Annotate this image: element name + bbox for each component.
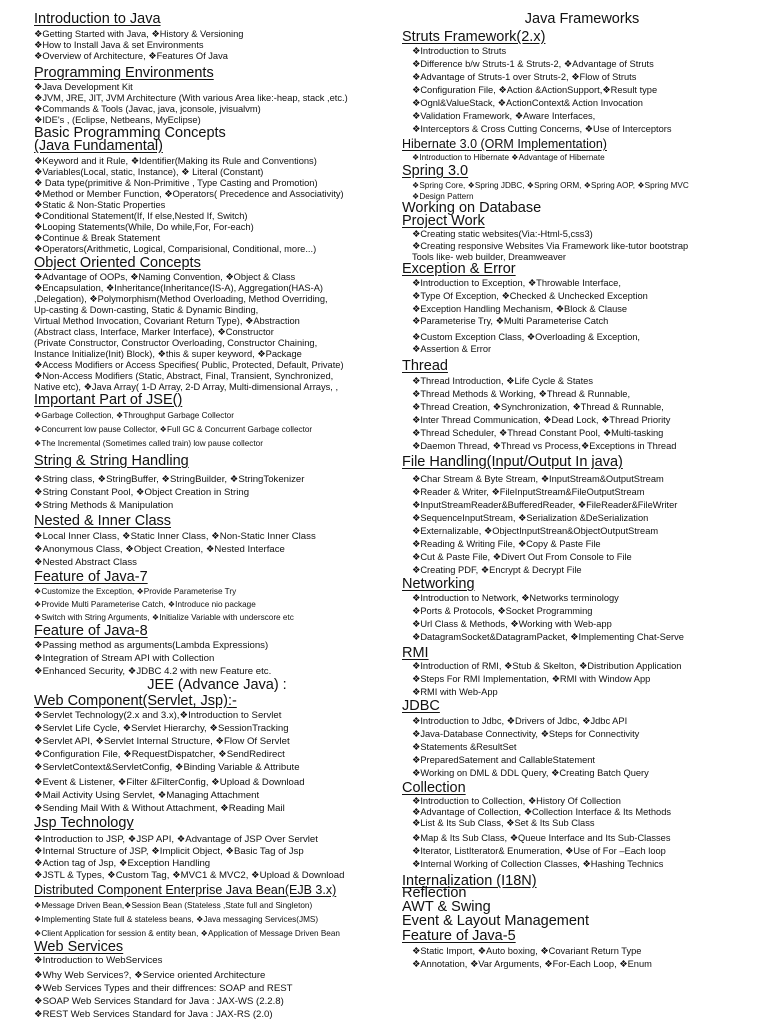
topic-line: ❖Internal Structure of JSP, ❖Implicit Object, ❖Basic Tag of Jsp (34, 846, 304, 857)
topic-line: ❖Provide Multi Parameterise Catch, ❖Introduce nio package (34, 600, 256, 609)
topic-line: ❖Url Class & Methods, ❖Working with Web-app (412, 619, 612, 629)
topic-line: ❖Nested Abstract Class (34, 557, 137, 568)
section-heading: Hibernate 3.0 (ORM Implementation) (402, 137, 607, 151)
topic-line: ❖Introduction to Collection, ❖History Of Collection (412, 796, 621, 806)
topic-line: ❖Variables(Local, static, Instance), ❖ Literal (Constant) (34, 167, 264, 177)
topic-line: ❖Interceptors & Cross Cutting Concerns, ❖Use of Interceptors (412, 124, 672, 134)
topic-line: ❖Client Application for session & entity bean, ❖Application of Message Driven Bean (34, 929, 340, 938)
topic-line: ❖Advantage of Struts-1 over Struts-2, ❖Flow of Struts (412, 72, 637, 82)
topic-line: ❖Parameterise Try, ❖Multi Parameterise Catch (412, 316, 609, 326)
topic-line: ❖Ognl&ValueStack, ❖ActionContext& Action Invocation (412, 98, 643, 108)
topic-line: ❖Inter Thread Communication, ❖Dead Lock, ❖Thread Priority (412, 415, 671, 425)
topic-line: ❖Anonymous Class, ❖Object Creation, ❖Nested Interface (34, 544, 285, 555)
topic-line: ❖Advantage of Collection, ❖Collection Interface & Its Methods (412, 807, 672, 817)
topic-line: ❖Why Web Services?, ❖Service oriented Architecture (34, 970, 266, 981)
topic-line: ❖Creating responsive Websites Via Framework like-tutor bootstrap (412, 241, 689, 251)
topic-line: ❖Conditional Statement(If, If else,Nested If, Switch) (34, 211, 248, 221)
topic-line: ❖Exception Handling Mechanism, ❖Block & Clause (412, 304, 628, 314)
topic-line: ❖Char Stream & Byte Stream, ❖InputStream&OutputStream (412, 474, 664, 484)
topic-line: ❖RMI with Web-App (412, 687, 498, 697)
section-heading: Object Oriented Concepts (34, 255, 201, 271)
topic-line: ❖Continue & Break Statement (34, 233, 161, 243)
section-heading: Basic Programming Concepts (34, 125, 226, 141)
section-heading: Struts Framework(2.x) (402, 29, 546, 45)
section-heading: File Handling(Input/Output In java) (402, 454, 623, 470)
topic-line: ❖Looping Statements(While, Do while,For, For-each) (34, 222, 254, 232)
section-heading: Web Services (34, 939, 124, 955)
topic-line: ❖Switch with String Arguments, ❖Initialize Variable with underscore etc (34, 613, 294, 622)
topic-line: ❖Static Import, ❖Auto boxing, ❖Covariant Return Type (412, 946, 642, 956)
topic-line: ❖Thread Creation, ❖Synchronization, ❖Thread & Runnable, (412, 402, 664, 412)
topic-line: ❖List & Its Sub Class, ❖Set & Its Sub Class (412, 818, 595, 828)
section-heading: Collection (402, 780, 466, 796)
topic-line: ❖Java-Database Connectivity, ❖Steps for Connectivity (412, 729, 640, 739)
topic-line: ❖Type Of Exception, ❖Checked & Unchecked Exception (412, 291, 648, 301)
topic-line: ❖Introduction to WebServices (34, 955, 163, 966)
topic-line: ❖Getting Started with Java, ❖History & Versioning (34, 29, 244, 39)
section-heading: Reflection (402, 885, 467, 901)
topic-line: ❖Thread Scheduler, ❖Thread Constant Pool, ❖Multi-tasking (412, 428, 664, 438)
topic-line: ❖Thread Methods & Working, ❖Thread & Runnable, (412, 389, 631, 399)
topic-line: ❖Statements &ResultSet (412, 742, 517, 752)
topic-line: ❖Message Driven Bean,❖Session Bean (Stateless ,State full and Singleton) (34, 901, 313, 910)
topic-line: ❖Enhanced Security, ❖JDBC 4.2 with new Feature etc. (34, 666, 272, 677)
topic-line: ❖JSTL & Types, ❖Custom Tag, ❖MVC1 & MVC2, ❖Upload & Download (34, 870, 345, 881)
topic-line: ,Delegation), ❖Polymorphism(Method Overloading, Method Overriding, (34, 294, 328, 304)
topic-line: ❖Ports & Protocols, ❖Socket Programming (412, 606, 593, 616)
topic-line: ❖Encapsulation, ❖Inheritance(Inheritance(IS-A), Aggregation(HAS-A) (34, 283, 324, 293)
topic-line: ❖Steps For RMI Implementation, ❖RMI with Window App (412, 674, 651, 684)
topic-line: ❖String Methods & Manipulation (34, 500, 174, 511)
topic-line: ❖ Data type(primitive & Non-Primitive , Type Casting and Promotion) (34, 178, 318, 188)
topic-line: ❖Cut & Paste File, ❖Divert Out From Console to File (412, 552, 632, 562)
topic-line: ❖Design Pattern (412, 192, 474, 201)
topic-line: ❖The Incremental (Sometimes called train) low pause collector (34, 439, 263, 448)
section-heading: Working on Database (402, 200, 542, 216)
topic-line: ❖Web Services Types and their diffrences: SOAP and REST (34, 983, 293, 994)
topic-line: ❖Mail Activity Using Servlet, ❖Managing Attachment (34, 790, 260, 801)
section-heading: Important Part of JSE() (34, 392, 183, 408)
topic-line: ❖Method or Member Function, ❖Operators( Precedence and Associativity) (34, 189, 344, 199)
section-heading: String & String Handling (34, 453, 189, 469)
topic-line: ❖Introduction to Struts (412, 46, 507, 56)
topic-line: ❖Non-Access Modifiers (Static, Abstract, Final, Transient, Synchronized, (34, 371, 334, 381)
section-heading: Project Work (402, 213, 485, 229)
topic-line: Up-casting & Down-casting, Static & Dynamic Binding, (34, 305, 259, 315)
topic-line: ❖Annotation, ❖Var Arguments, ❖For-Each Loop, ❖Enum (412, 959, 652, 969)
topic-line: ❖Introduction to Network, ❖Networks terminology (412, 593, 619, 603)
topic-line: ❖Concurrent low pause Collector, ❖Full GC & Concurrent Garbage collector (34, 425, 313, 434)
topic-line: ❖Assertion & Error (412, 344, 492, 354)
section-heading: Internalization (I18N) (402, 873, 537, 889)
topic-line: ❖Event & Listener, ❖Filter &FilterConfig, ❖Upload & Download (34, 777, 305, 788)
topic-line: ❖Servlet Technology(2.x and 3.x),❖Introduction to Servlet (34, 710, 282, 721)
topic-line: ❖ServletContext&ServletConfig, ❖Binding Variable & Attribute (34, 762, 300, 773)
section-heading: (Java Fundamental) (34, 138, 163, 154)
topic-line: (Private Constructor, Constructor Overloading, Constructor Chaining, (34, 338, 318, 348)
topic-line: ❖Difference b/w Struts-1 & Struts-2, ❖Advantage of Struts (412, 59, 654, 69)
topic-line: ❖Java Development Kit (34, 82, 133, 92)
topic-line: ❖DatagramSocket&DatagramPacket, ❖Implementing Chat-Serve (412, 632, 684, 642)
topic-line: ❖Keyword and it Rule, ❖Identifier(Making its Rule and Conventions) (34, 156, 317, 166)
topic-line: ❖Map & Its Sub Class, ❖Queue Interface and Its Sub-Classes (412, 833, 671, 843)
section-heading: Networking (402, 576, 475, 592)
topic-line: ❖Garbage Collection, ❖Throughput Garbage Collector (34, 411, 234, 420)
topic-line: ❖Working on DML & DDL Query, ❖Creating Batch Query (412, 768, 649, 778)
topic-line: ❖Creating PDF, ❖Encrypt & Decrypt File (412, 565, 582, 575)
section-heading: Java Frameworks (524, 11, 640, 27)
topic-line: ❖Static & Non-Static Properties (34, 200, 166, 210)
section-heading: Introduction to Java (34, 11, 161, 27)
topic-line: ❖Customize the Exception, ❖Provide Parameterise Try (34, 587, 237, 596)
section-heading: Feature of Java-8 (34, 623, 148, 639)
topic-line: (Abstract class, Interface, Marker Interface), ❖Constructor (34, 327, 274, 337)
topic-line: ❖SOAP Web Services Standard for Java : JAX-WS (2.2.8) (34, 996, 284, 1007)
topic-line: Native etc), ❖Java Array( 1-D Array, 2-D Array, Multi-dimensional Arrays, , (34, 382, 339, 392)
topic-line: ❖Internal Working of Collection Classes, ❖Hashing Technics (412, 859, 664, 869)
topic-line: ❖JVM, JRE, JIT, JVM Architecture (With various Area like:-heap, stack ,etc.) (34, 93, 348, 103)
topic-line: ❖Externalizable, ❖ObjectInputStrean&ObjectOutputStream (412, 526, 659, 536)
topic-line: ❖SequenceInputStream, ❖Serialization &DeSerialization (412, 513, 649, 523)
section-heading: Jsp Technology (34, 815, 134, 831)
section-heading: Programming Environments (34, 65, 214, 81)
section-heading: Event & Layout Management (402, 913, 590, 929)
topic-line: ❖Introduction to Jdbc, ❖Drivers of Jdbc, ❖Jdbc API (412, 716, 628, 726)
topic-line: ❖Spring Core, ❖Spring JDBC, ❖Spring ORM, ❖Spring AOP, ❖Spring MVC (412, 181, 689, 190)
section-heading: Web Component(Servlet, Jsp):- (34, 693, 237, 709)
topic-line: ❖PreparedSatement and CallableStatement (412, 755, 596, 765)
topic-line: ❖Configuration File, ❖Action &ActionSupport,❖Result type (412, 85, 658, 95)
section-heading: JDBC (402, 698, 440, 714)
section-heading: Feature of Java-7 (34, 569, 148, 585)
topic-line: ❖Thread Introduction, ❖Life Cycle & States (412, 376, 593, 386)
section-heading: Feature of Java-5 (402, 928, 516, 944)
topic-line: ❖Configuration File, ❖RequestDispatcher, ❖SendRedirect (34, 749, 285, 760)
topic-line: ❖Integration of Stream API with Collection (34, 653, 215, 664)
topic-line: ❖Custom Exception Class, ❖Overloading & Exception, (412, 332, 641, 342)
topic-line: ❖Passing method as arguments(Lambda Expressions) (34, 640, 269, 651)
topic-line: Virtual Method Invocation, Covariant Return Type), ❖Abstraction (34, 316, 300, 326)
topic-line: ❖Creating static websites(Via:-Html-5,css3) (412, 229, 593, 239)
topic-line: ❖How to Install Java & set Environments (34, 40, 204, 50)
topic-line: ❖InputStreamReader&BufferedReader, ❖FileReader&FileWriter (412, 500, 678, 510)
topic-line: ❖Implementing State full & stateless beans, ❖Java messaging Services(JMS) (34, 915, 319, 924)
section-heading: Exception & Error (402, 261, 516, 277)
topic-line: ❖Daemon Thread, ❖Thread vs Process,❖Exceptions in Thread (412, 441, 677, 451)
topic-line: ❖Sending Mail With & Without Attachment, ❖Reading Mail (34, 803, 285, 814)
topic-line: ❖Access Modifiers or Access Specifies( Public, Protected, Default, Private) (34, 360, 344, 370)
topic-line: ❖Overview of Architecture, ❖Features Of Java (34, 51, 228, 61)
topic-line: ❖Reader & Writer, ❖FileInputStream&FileOutputStream (412, 487, 645, 497)
section-heading: Nested & Inner Class (34, 513, 172, 529)
topic-line: ❖Servlet API, ❖Servlet Internal Structure, ❖Flow Of Servlet (34, 736, 290, 747)
topic-line: ❖Reading & Writing File, ❖Copy & Paste File (412, 539, 601, 549)
topic-line: ❖Operators(Arithmetic, Logical, Comparisional, Conditional, more...) (34, 244, 317, 254)
topic-line: ❖String class, ❖StringBuffer, ❖StringBuilder, ❖StringTokenizer (34, 474, 305, 485)
section-heading: Thread (402, 358, 448, 374)
topic-line: ❖Introduction to Exception, ❖Throwable Interface, (412, 278, 621, 288)
topic-line: ❖Local Inner Class, ❖Static Inner Class, ❖Non-Static Inner Class (34, 531, 316, 542)
section-heading: RMI (402, 645, 429, 661)
topic-line: Tools like- web builder, Dreamweaver (412, 252, 566, 262)
section-heading: JEE (Advance Java) : (147, 677, 287, 693)
topic-line: Instance Initialize(Init) Block), ❖this & super keyword, ❖Package (34, 349, 302, 359)
topic-line: ❖Introduction to JSP, ❖JSP API, ❖Advantage of JSP Over Servlet (34, 834, 318, 845)
topic-line: ❖Commands & Tools (Javac, java, jconsole, jvisualvm) (34, 104, 261, 114)
topic-line: ❖Advantage of OOPs, ❖Naming Convention, ❖Object & Class (34, 272, 296, 282)
topic-line: ❖Introduction to Hibernate ❖Advantage of Hibernate (412, 153, 605, 162)
topic-line: ❖REST Web Services Standard for Java : JAX-RS (2.0) (34, 1009, 273, 1020)
topic-line: ❖Servlet Life Cycle, ❖Servlet Hierarchy, ❖SessionTracking (34, 723, 289, 734)
section-heading: Distributed Component Enterprise Java Bean(EJB 3.x) (34, 883, 337, 897)
section-heading: Spring 3.0 (402, 163, 469, 179)
topic-line: ❖String Constant Pool, ❖Object Creation in String (34, 487, 250, 498)
topic-line: ❖Iterator, ListIterator& Enumeration, ❖Use of For –Each loop (412, 846, 666, 856)
section-heading: AWT & Swing (402, 899, 491, 915)
topic-line: ❖Introduction of RMI, ❖Stub & Skelton, ❖Distribution Application (412, 661, 682, 671)
topic-line: ❖Validation Framework, ❖Aware Interfaces, (412, 111, 596, 121)
topic-line: ❖IDE's , (Eclipse, Netbeans, MyEclipse) (34, 115, 201, 125)
topic-line: ❖Action tag of Jsp, ❖Exception Handling (34, 858, 211, 869)
